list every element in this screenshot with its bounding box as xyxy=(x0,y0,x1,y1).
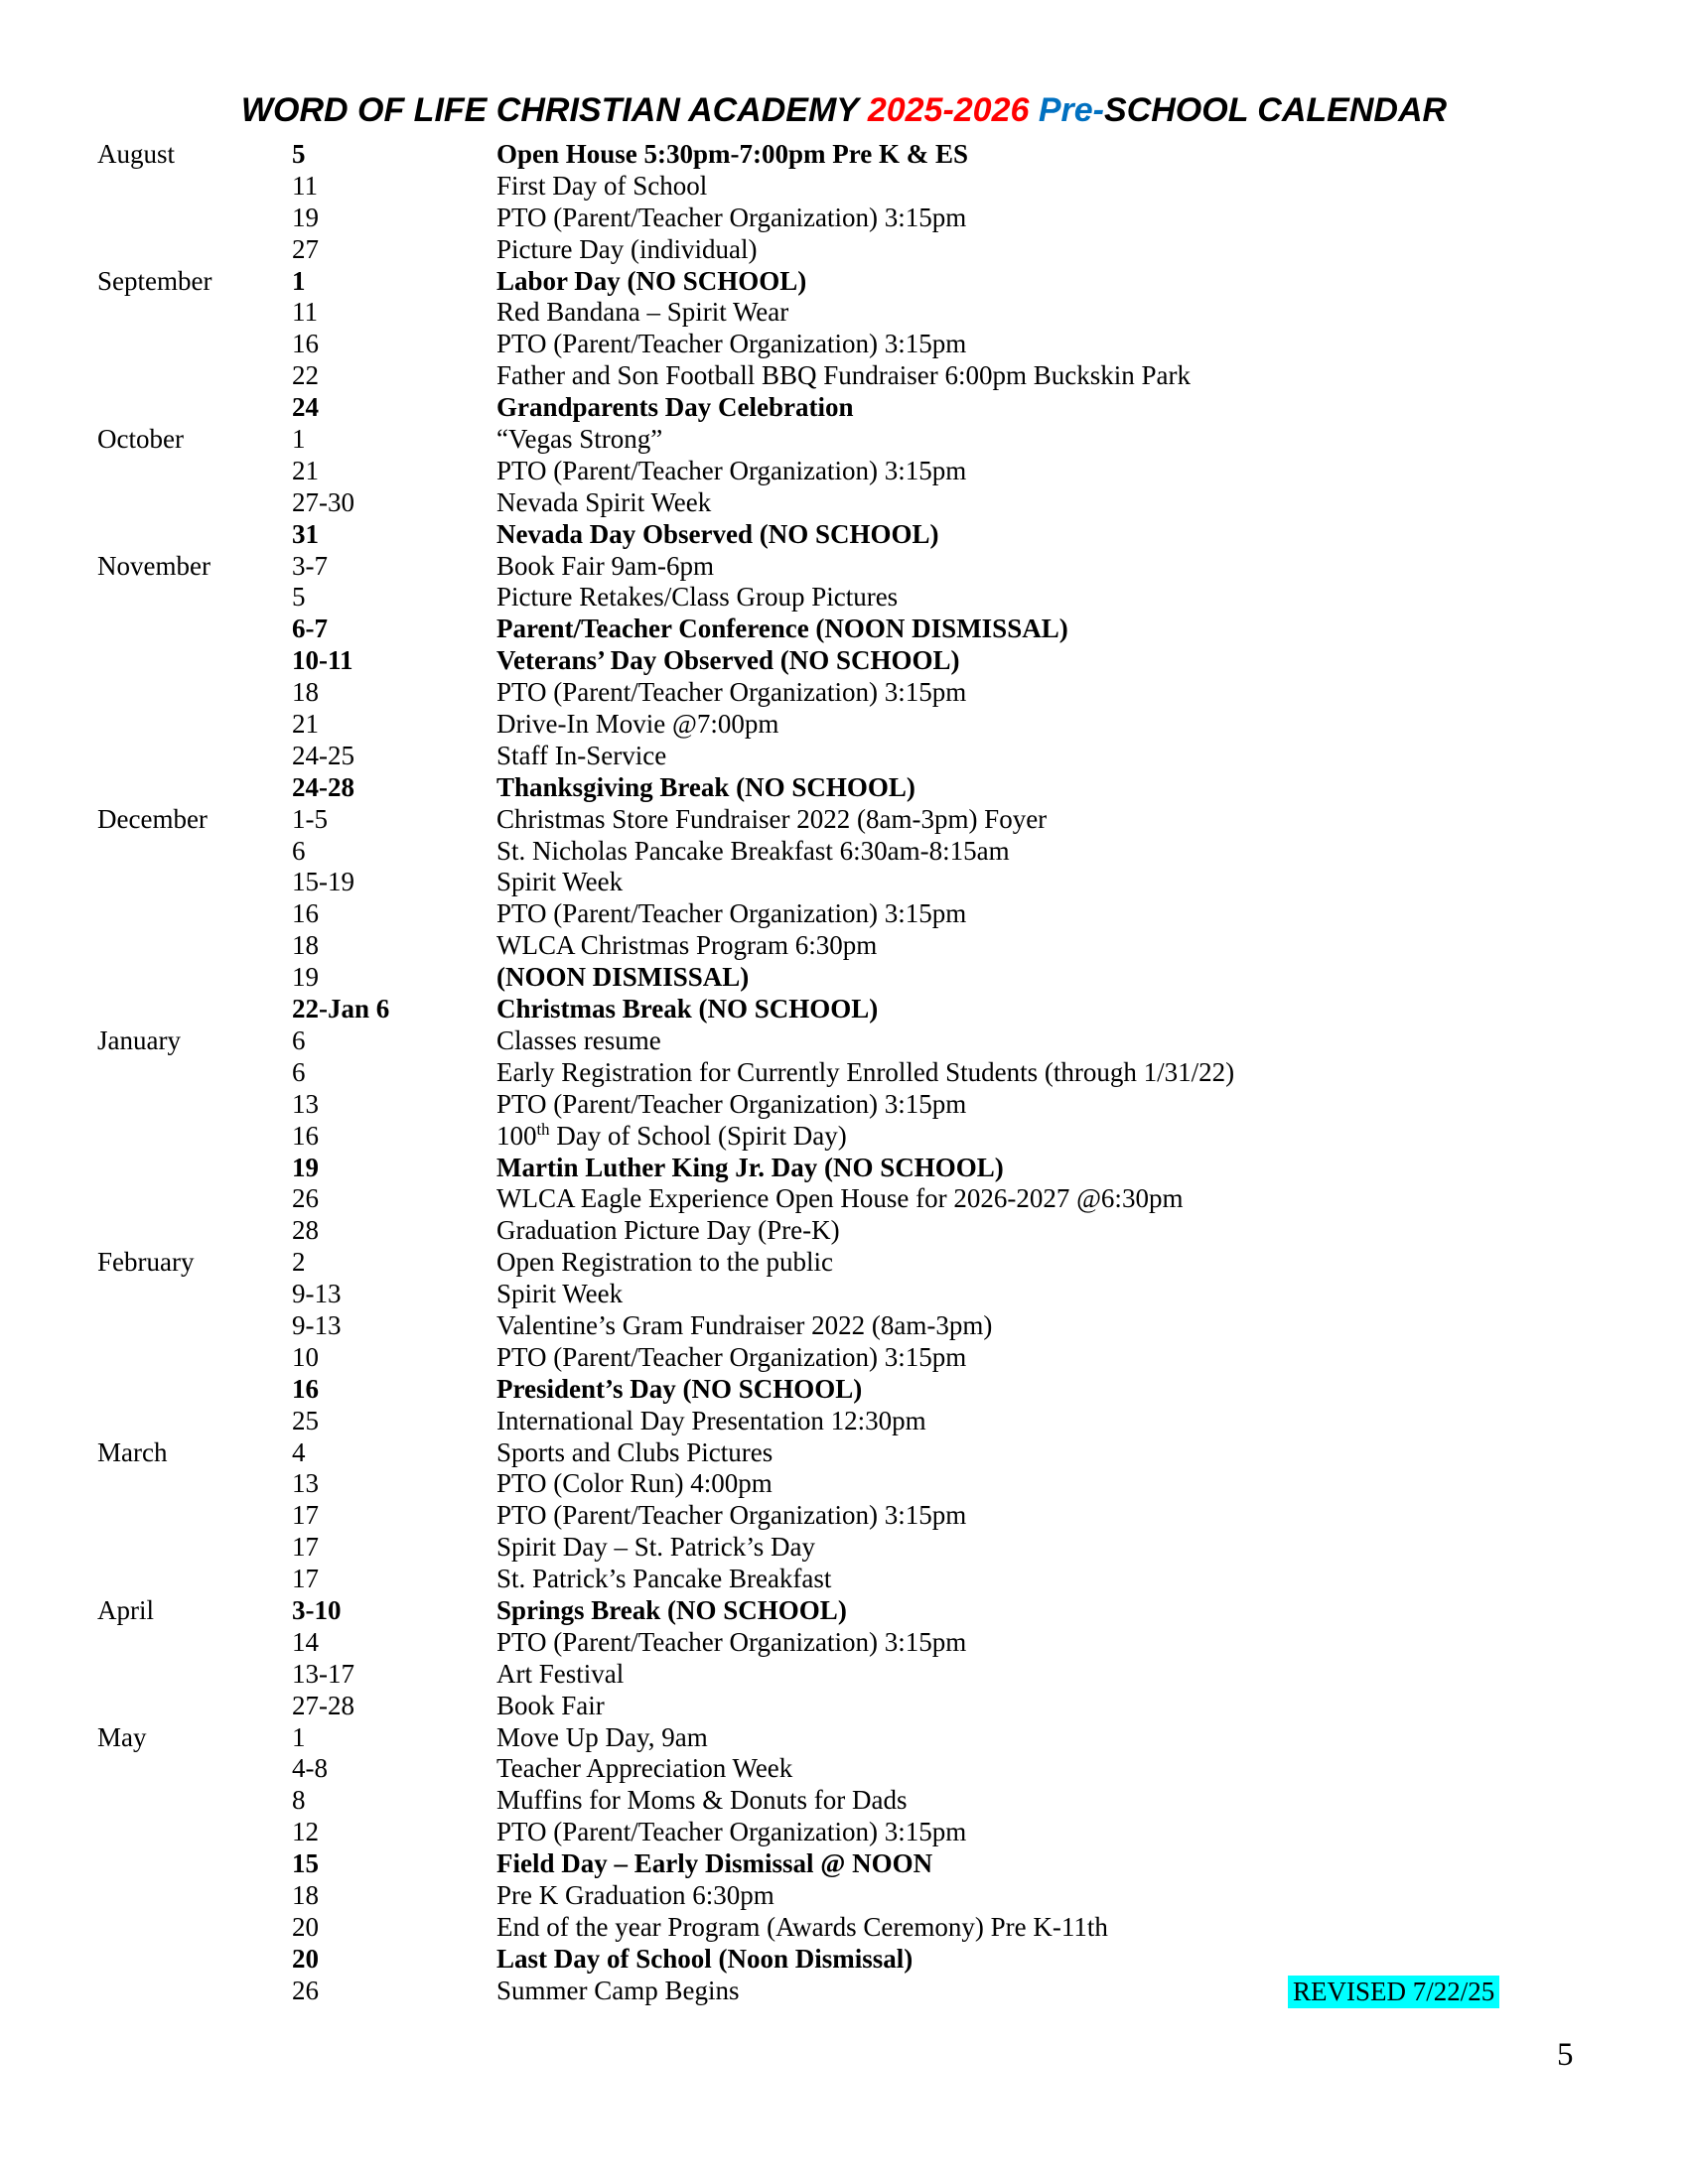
calendar-row xyxy=(97,645,1688,677)
title-part1: WORD OF LIFE CHRISTIAN ACADEMY xyxy=(240,91,868,129)
event-label: President’s Day (NO SCHOOL) xyxy=(496,1373,863,1404)
calendar-row xyxy=(97,329,1688,360)
date-label: 18 xyxy=(292,1879,319,1910)
event-label: Last Day of School (Noon Dismissal) xyxy=(496,1943,914,1974)
date-label: 19 xyxy=(292,962,319,993)
date-label: 13 xyxy=(292,1088,319,1119)
calendar-row xyxy=(97,1215,1688,1247)
calendar-row xyxy=(97,1659,1688,1691)
calendar-row xyxy=(97,1753,1688,1785)
date-label: 1 xyxy=(292,424,306,455)
calendar-row xyxy=(97,1722,1688,1754)
event-label: Picture Retakes/Class Group Pictures xyxy=(496,582,899,613)
title-pre: Pre- xyxy=(1029,91,1105,129)
calendar-row xyxy=(97,614,1688,645)
event-label: Thanksgiving Break (NO SCHOOL) xyxy=(496,771,915,802)
month-label: August xyxy=(97,139,176,169)
date-label: 26 xyxy=(292,1975,319,2005)
event-label: St. Nicholas Pancake Breakfast 6:30am-8:15am xyxy=(496,835,1010,866)
date-label: 24-28 xyxy=(292,771,354,802)
date-label: 9-13 xyxy=(292,1279,342,1309)
event-label: St. Patrick’s Pancake Breakfast xyxy=(496,1564,832,1594)
calendar-rows xyxy=(97,139,1688,2007)
event-label: Field Day – Early Dismissal @ NOON xyxy=(496,1848,933,1879)
calendar-row xyxy=(97,962,1688,994)
revised-note: REVISED 7/22/25 xyxy=(1288,1976,1499,2008)
event-text: Day of School (Spirit Day) xyxy=(549,1120,847,1151)
date-label: 20 xyxy=(292,1943,319,1974)
event-label: Staff In-Service xyxy=(496,740,667,770)
calendar-row xyxy=(97,1057,1688,1089)
date-label: 18 xyxy=(292,677,319,708)
date-label: 18 xyxy=(292,930,319,961)
date-label: 4 xyxy=(292,1436,306,1467)
calendar-row xyxy=(97,677,1688,709)
event-label: Christmas Break (NO SCHOOL) xyxy=(496,994,879,1024)
event-label: WLCA Eagle Experience Open House for 2026-2027 @6:30pm xyxy=(496,1183,1184,1214)
date-label: 27-28 xyxy=(292,1690,354,1720)
date-label: 27-30 xyxy=(292,486,354,517)
calendar-row xyxy=(97,1183,1688,1215)
event-text: 100 xyxy=(496,1120,537,1151)
event-label: Valentine’s Gram Fundraiser 2022 (8am-3pm) xyxy=(496,1309,993,1340)
date-label: 6 xyxy=(292,835,306,866)
date-label: 19 xyxy=(292,1152,319,1182)
event-superscript: th xyxy=(536,1119,550,1139)
calendar-row xyxy=(97,1976,1688,2007)
month-label: September xyxy=(97,265,212,296)
event-label: PTO (Parent/Teacher Organization) 3:15pm xyxy=(496,202,967,232)
event-label: Spirit Week xyxy=(496,867,624,897)
calendar-row xyxy=(97,1817,1688,1848)
event-label: Picture Day (individual) xyxy=(496,233,758,264)
date-label: 26 xyxy=(292,1183,319,1214)
event-label: First Day of School xyxy=(496,170,708,201)
event-label: Nevada Spirit Week xyxy=(496,486,712,517)
event-label: PTO (Parent/Teacher Organization) 3:15pm xyxy=(496,1088,967,1119)
calendar-row xyxy=(97,867,1688,898)
date-label: 27 xyxy=(292,233,319,264)
event-label: PTO (Parent/Teacher Organization) 3:15pm xyxy=(496,329,967,359)
event-label: Open Registration to the public xyxy=(496,1247,833,1278)
calendar-row xyxy=(97,930,1688,962)
date-label: 9-13 xyxy=(292,1309,342,1340)
calendar-row xyxy=(97,1595,1688,1627)
date-label: 16 xyxy=(292,329,319,359)
event-label: Book Fair 9am-6pm xyxy=(496,550,714,581)
event-label: PTO (Parent/Teacher Organization) 3:15pm xyxy=(496,1817,967,1847)
event-label: PTO (Parent/Teacher Organization) 3:15pm xyxy=(496,1500,967,1531)
month-label: November xyxy=(97,550,211,581)
calendar-row xyxy=(97,203,1688,234)
calendar-row xyxy=(97,1468,1688,1500)
event-label: PTO (Parent/Teacher Organization) 3:15pm xyxy=(496,677,967,708)
event-label: Classes resume xyxy=(496,1024,661,1055)
event-label: End of the year Program (Awards Ceremony) Pre K-11th xyxy=(496,1911,1108,1942)
date-label: 2 xyxy=(292,1247,306,1278)
calendar-row xyxy=(97,1691,1688,1722)
month-label: January xyxy=(97,1024,181,1055)
date-label: 21 xyxy=(292,455,319,485)
date-label: 15-19 xyxy=(292,867,354,897)
calendar-row xyxy=(97,519,1688,551)
event-label xyxy=(496,1121,847,1153)
event-label: International Day Presentation 12:30pm xyxy=(496,1405,926,1435)
month-label: April xyxy=(97,1594,154,1625)
calendar-row xyxy=(97,266,1688,298)
month-label: October xyxy=(97,424,184,455)
calendar-row xyxy=(97,551,1688,583)
event-label: Spirit Week xyxy=(496,1279,624,1309)
date-label: 17 xyxy=(292,1532,319,1563)
event-label: Book Fair xyxy=(496,1690,605,1720)
event-label: Pre K Graduation 6:30pm xyxy=(496,1879,774,1910)
calendar-row xyxy=(97,1342,1688,1374)
event-label: Father and Son Football BBQ Fundraiser 6:00pm Buckskin Park xyxy=(496,360,1191,391)
date-label: 1 xyxy=(292,265,306,296)
calendar-row xyxy=(97,1406,1688,1437)
date-label: 21 xyxy=(292,709,319,740)
event-label: Parent/Teacher Conference (NOON DISMISSAL) xyxy=(496,614,1068,644)
date-label: 13 xyxy=(292,1468,319,1499)
date-label: 6-7 xyxy=(292,614,328,644)
event-label: Red Bandana – Spirit Wear xyxy=(496,297,789,328)
event-label: Labor Day (NO SCHOOL) xyxy=(496,265,807,296)
event-label: Veterans’ Day Observed (NO SCHOOL) xyxy=(496,645,960,676)
calendar-row xyxy=(97,898,1688,930)
calendar-row xyxy=(97,836,1688,868)
calendar-row xyxy=(97,1564,1688,1595)
event-label: Open House 5:30pm-7:00pm Pre K & ES xyxy=(496,139,969,169)
event-label: Summer Camp Begins xyxy=(496,1975,740,2005)
date-label: 10 xyxy=(292,1341,319,1372)
calendar-row xyxy=(97,1532,1688,1564)
event-label: Early Registration for Currently Enrolled Students (through 1/31/22) xyxy=(496,1056,1235,1087)
date-label: 11 xyxy=(292,297,318,328)
calendar-row xyxy=(97,772,1688,804)
calendar-row xyxy=(97,1153,1688,1184)
date-label: 17 xyxy=(292,1500,319,1531)
event-label: PTO (Parent/Teacher Organization) 3:15pm xyxy=(496,1341,967,1372)
calendar-row xyxy=(97,1121,1688,1153)
calendar-row xyxy=(97,139,1688,171)
date-label: 3-10 xyxy=(292,1594,342,1625)
calendar-row xyxy=(97,1437,1688,1469)
date-label: 14 xyxy=(292,1626,319,1657)
date-label: 15 xyxy=(292,1848,319,1879)
event-label: Art Festival xyxy=(496,1658,625,1689)
event-label: PTO (Parent/Teacher Organization) 3:15pm xyxy=(496,1626,967,1657)
event-label: Teacher Appreciation Week xyxy=(496,1753,793,1784)
event-label: PTO (Parent/Teacher Organization) 3:15pm xyxy=(496,898,967,929)
event-label: Drive-In Movie @7:00pm xyxy=(496,709,779,740)
date-label: 24 xyxy=(292,392,319,423)
date-label: 22-Jan 6 xyxy=(292,994,390,1024)
page-number: 5 xyxy=(1557,2037,1574,2073)
month-label: March xyxy=(97,1436,168,1467)
date-label: 8 xyxy=(292,1785,306,1816)
calendar-row xyxy=(97,1025,1688,1057)
date-label: 4-8 xyxy=(292,1753,328,1784)
date-label: 5 xyxy=(292,582,306,613)
event-label: Springs Break (NO SCHOOL) xyxy=(496,1594,847,1625)
event-label: (NOON DISMISSAL) xyxy=(496,962,750,993)
calendar-row xyxy=(97,1500,1688,1532)
calendar-row xyxy=(97,709,1688,741)
date-label: 16 xyxy=(292,1120,319,1151)
calendar-row xyxy=(97,1627,1688,1659)
event-label: Spirit Day – St. Patrick’s Day xyxy=(496,1532,815,1563)
date-label: 31 xyxy=(292,518,319,549)
event-label: Grandparents Day Celebration xyxy=(496,392,854,423)
calendar-row xyxy=(97,1880,1688,1912)
date-label: 13-17 xyxy=(292,1658,354,1689)
calendar-row xyxy=(97,1785,1688,1817)
date-label: 28 xyxy=(292,1215,319,1246)
date-label: 22 xyxy=(292,360,319,391)
title-part2: SCHOOL CALENDAR xyxy=(1104,91,1448,129)
calendar-row xyxy=(97,1089,1688,1121)
event-label: PTO (Color Run) 4:00pm xyxy=(496,1468,773,1499)
calendar-row xyxy=(97,1279,1688,1310)
calendar-row xyxy=(97,171,1688,203)
event-label: PTO (Parent/Teacher Organization) 3:15pm xyxy=(496,455,967,485)
calendar-row xyxy=(97,1944,1688,1976)
calendar-row xyxy=(97,1247,1688,1279)
calendar-row xyxy=(97,1310,1688,1342)
calendar-row xyxy=(97,1374,1688,1406)
event-label: Move Up Day, 9am xyxy=(496,1721,708,1752)
event-label: Sports and Clubs Pictures xyxy=(496,1436,774,1467)
date-label: 17 xyxy=(292,1564,319,1594)
calendar-row xyxy=(97,804,1688,836)
calendar-row xyxy=(97,994,1688,1025)
event-label: Nevada Day Observed (NO SCHOOL) xyxy=(496,518,939,549)
event-label: Graduation Picture Day (Pre-K) xyxy=(496,1215,840,1246)
event-label: Muffins for Moms & Donuts for Dads xyxy=(496,1785,908,1816)
event-label: “Vegas Strong” xyxy=(496,424,663,455)
date-label: 3-7 xyxy=(292,550,328,581)
calendar-row xyxy=(97,582,1688,614)
calendar-row xyxy=(97,392,1688,424)
calendar-row xyxy=(97,741,1688,772)
calendar-row xyxy=(97,1848,1688,1880)
date-label: 10-11 xyxy=(292,645,353,676)
date-label: 19 xyxy=(292,202,319,232)
month-label: February xyxy=(97,1247,195,1278)
calendar-row xyxy=(97,424,1688,456)
date-label: 20 xyxy=(292,1911,319,1942)
date-label: 16 xyxy=(292,1373,319,1404)
date-label: 5 xyxy=(292,139,306,169)
date-label: 16 xyxy=(292,898,319,929)
date-label: 6 xyxy=(292,1024,306,1055)
date-label: 12 xyxy=(292,1817,319,1847)
calendar-row xyxy=(97,1912,1688,1944)
calendar-row xyxy=(97,487,1688,519)
title-years: 2025-2026 xyxy=(867,91,1030,129)
calendar-row xyxy=(97,297,1688,329)
month-label: May xyxy=(97,1721,147,1752)
calendar-row xyxy=(97,456,1688,487)
month-label: December xyxy=(97,803,208,834)
event-label: WLCA Christmas Program 6:30pm xyxy=(496,930,878,961)
date-label: 6 xyxy=(292,1056,306,1087)
date-label: 1-5 xyxy=(292,803,328,834)
calendar-row xyxy=(97,234,1688,266)
date-label: 1 xyxy=(292,1721,306,1752)
date-label: 25 xyxy=(292,1405,319,1435)
event-label: Martin Luther King Jr. Day (NO SCHOOL) xyxy=(496,1152,1004,1182)
event-label: Christmas Store Fundraiser 2022 (8am-3pm) Foyer xyxy=(496,803,1048,834)
page-title xyxy=(0,91,1688,129)
date-label: 11 xyxy=(292,170,318,201)
date-label: 24-25 xyxy=(292,740,354,770)
calendar-row xyxy=(97,360,1688,392)
